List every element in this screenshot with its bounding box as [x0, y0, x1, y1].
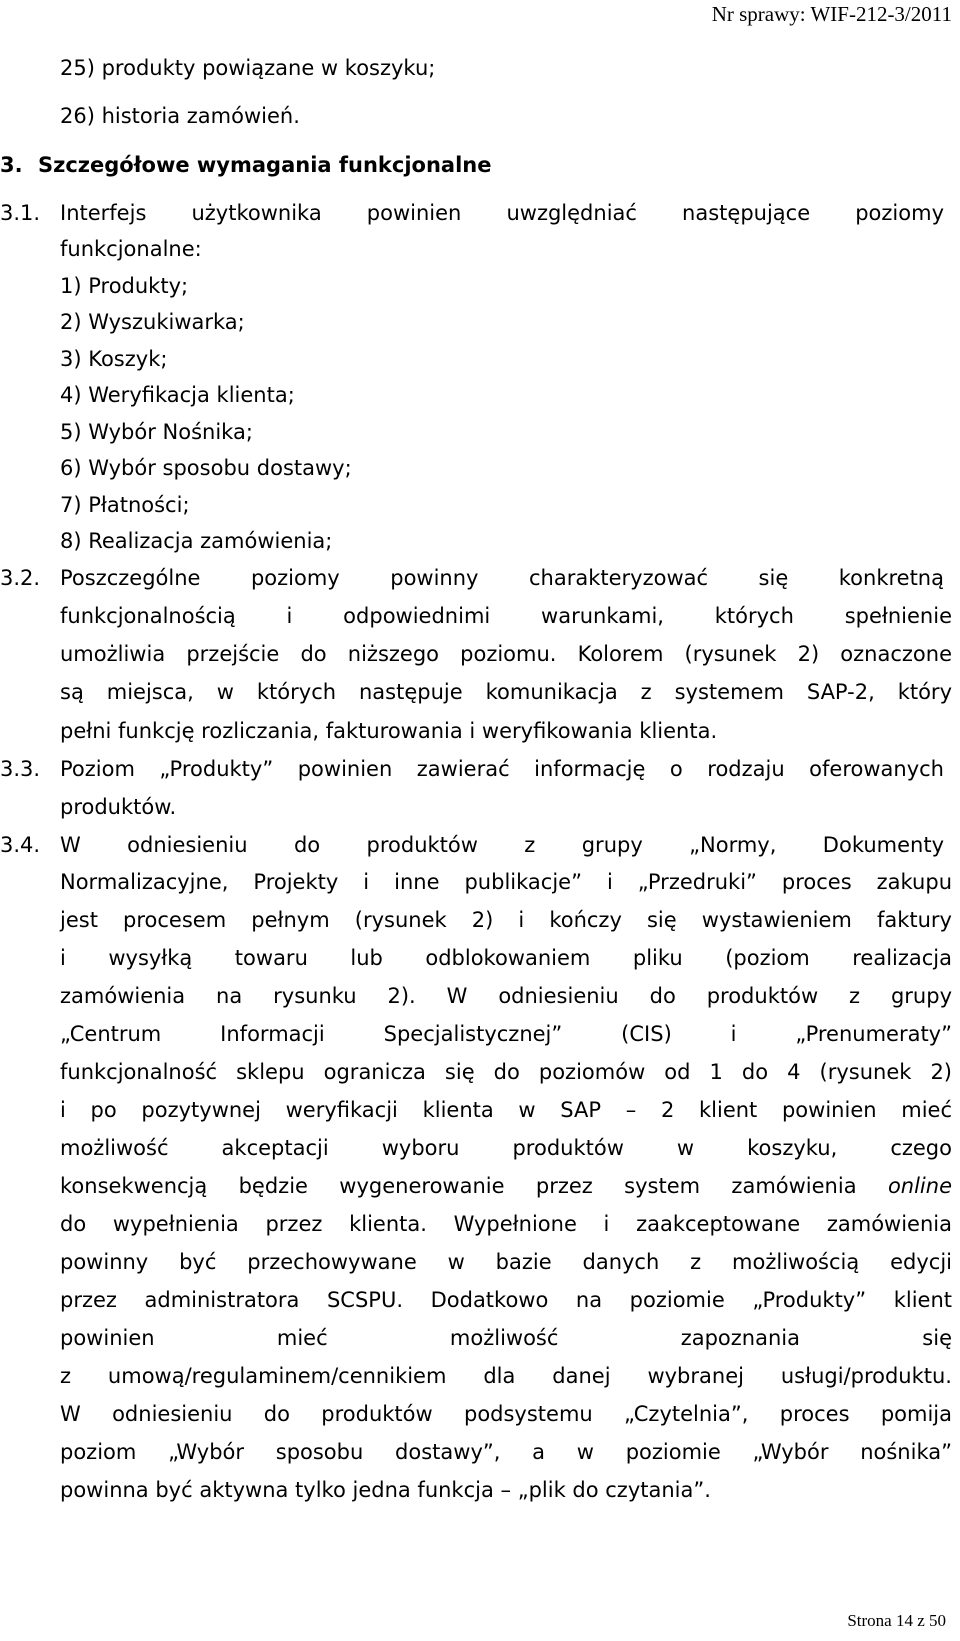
- paragraph-text: i po pozytywnej weryfikacji klienta w SAP – 2 klient powinien mieć: [60, 1098, 952, 1122]
- paragraph-text: pełni funkcję rozliczania, fakturowania i weryfikowania klienta.: [60, 719, 718, 743]
- paragraph-text: poziom „Wybór sposobu dostawy”, a w poziomie „Wybór nośnika”: [60, 1440, 952, 1464]
- list-item: 1) Produkty;: [60, 274, 189, 298]
- paragraph-3-3-first-line: [0, 754, 952, 784]
- paragraph-3-4-first-line: [0, 830, 952, 860]
- paragraph-text: funkcjonalnością i odpowiednimi warunkami, których spełnienie: [60, 604, 952, 628]
- paragraph-text: Poszczególne poziomy powinny charakteryzować się konkretną: [60, 566, 944, 590]
- paragraph-text: [60, 1171, 952, 1201]
- paragraph-text: powinna być aktywna tylko jedna funkcja – „plik do czytania”.: [60, 1478, 711, 1502]
- paragraph-3-2-first-line: [0, 563, 952, 593]
- list-item: 3) Koszyk;: [60, 347, 168, 371]
- list-item: 4) Weryfikacja klienta;: [60, 383, 295, 407]
- list-item: 5) Wybór Nośnika;: [60, 420, 253, 444]
- paragraph-text: powinny być przechowywane w bazie danych z możliwością edycji: [60, 1250, 952, 1274]
- list-item: 7) Płatności;: [60, 493, 190, 517]
- text-segment: konsekwencją będzie wygenerowanie przez system zamówienia: [60, 1174, 857, 1198]
- section-number: 3.: [0, 153, 23, 177]
- list-item: 8) Realizacja zamówienia;: [60, 529, 333, 553]
- paragraph-3-1-first-line: [0, 198, 952, 228]
- paragraph-text: umożliwia przejście do niższego poziomu. Kolorem (rysunek 2) oznaczone: [60, 642, 952, 666]
- page-number-footer: Strona 14 z 50: [847, 1611, 946, 1630]
- paragraph-text: przez administratora SCSPU. Dodatkowo na poziomie „Produkty” klient: [60, 1288, 952, 1312]
- paragraph-text: funkcjonalne:: [60, 237, 202, 261]
- paragraph-text: „Centrum Informacji Specjalistycznej” (CIS) i „Prenumeraty”: [60, 1022, 952, 1046]
- italic-text: online: [887, 1174, 952, 1198]
- list-item: 25) produkty powiązane w koszyku;: [60, 56, 436, 80]
- paragraph-number: 3.3.: [0, 757, 41, 781]
- list-item: 26) historia zamówień.: [60, 104, 300, 128]
- paragraph-text: funkcjonalność sklepu ogranicza się do poziomów od 1 do 4 (rysunek 2): [60, 1060, 952, 1084]
- paragraph-text: Normalizacyjne, Projekty i inne publikacje” i „Przedruki” proces zakupu: [60, 870, 952, 894]
- case-number-header: Nr sprawy: WIF-212-3/2011: [711, 2, 952, 26]
- paragraph-text: W odniesieniu do produktów z grupy „Normy, Dokumenty: [60, 833, 944, 857]
- paragraph-text: powinien mieć możliwość zapoznania się: [60, 1326, 952, 1350]
- paragraph-text: Poziom „Produkty” powinien zawierać informację o rodzaju oferowanych: [60, 757, 944, 781]
- section-title: Szczegółowe wymagania funkcjonalne: [38, 153, 492, 177]
- paragraph-text: produktów.: [60, 795, 177, 819]
- paragraph-text: zamówienia na rysunku 2). W odniesieniu do produktów z grupy: [60, 984, 952, 1008]
- paragraph-text: i wysyłką towaru lub odblokowaniem pliku (poziom realizacja: [60, 946, 952, 970]
- paragraph-number: 3.1.: [0, 201, 41, 225]
- paragraph-text: W odniesieniu do produktów podsystemu „Czytelnia”, proces pomija: [60, 1402, 952, 1426]
- list-item: 2) Wyszukiwarka;: [60, 310, 245, 334]
- paragraph-number: 3.4.: [0, 833, 41, 857]
- paragraph-text: do wypełnienia przez klienta. Wypełnione i zaakceptowane zamówienia: [60, 1212, 952, 1236]
- paragraph-text: możliwość akceptacji wyboru produktów w koszyku, czego: [60, 1136, 952, 1160]
- paragraph-text: z umową/regulaminem/cennikiem dla danej wybranej usługi/produktu.: [60, 1364, 952, 1388]
- paragraph-text: są miejsca, w których następuje komunikacja z systemem SAP-2, który: [60, 680, 952, 704]
- paragraph-text: jest procesem pełnym (rysunek 2) i kończy się wystawieniem faktury: [60, 908, 952, 932]
- paragraph-text: Interfejs użytkownika powinien uwzględniać następujące poziomy: [60, 201, 944, 225]
- paragraph-number: 3.2.: [0, 566, 41, 590]
- list-item: 6) Wybór sposobu dostawy;: [60, 456, 352, 480]
